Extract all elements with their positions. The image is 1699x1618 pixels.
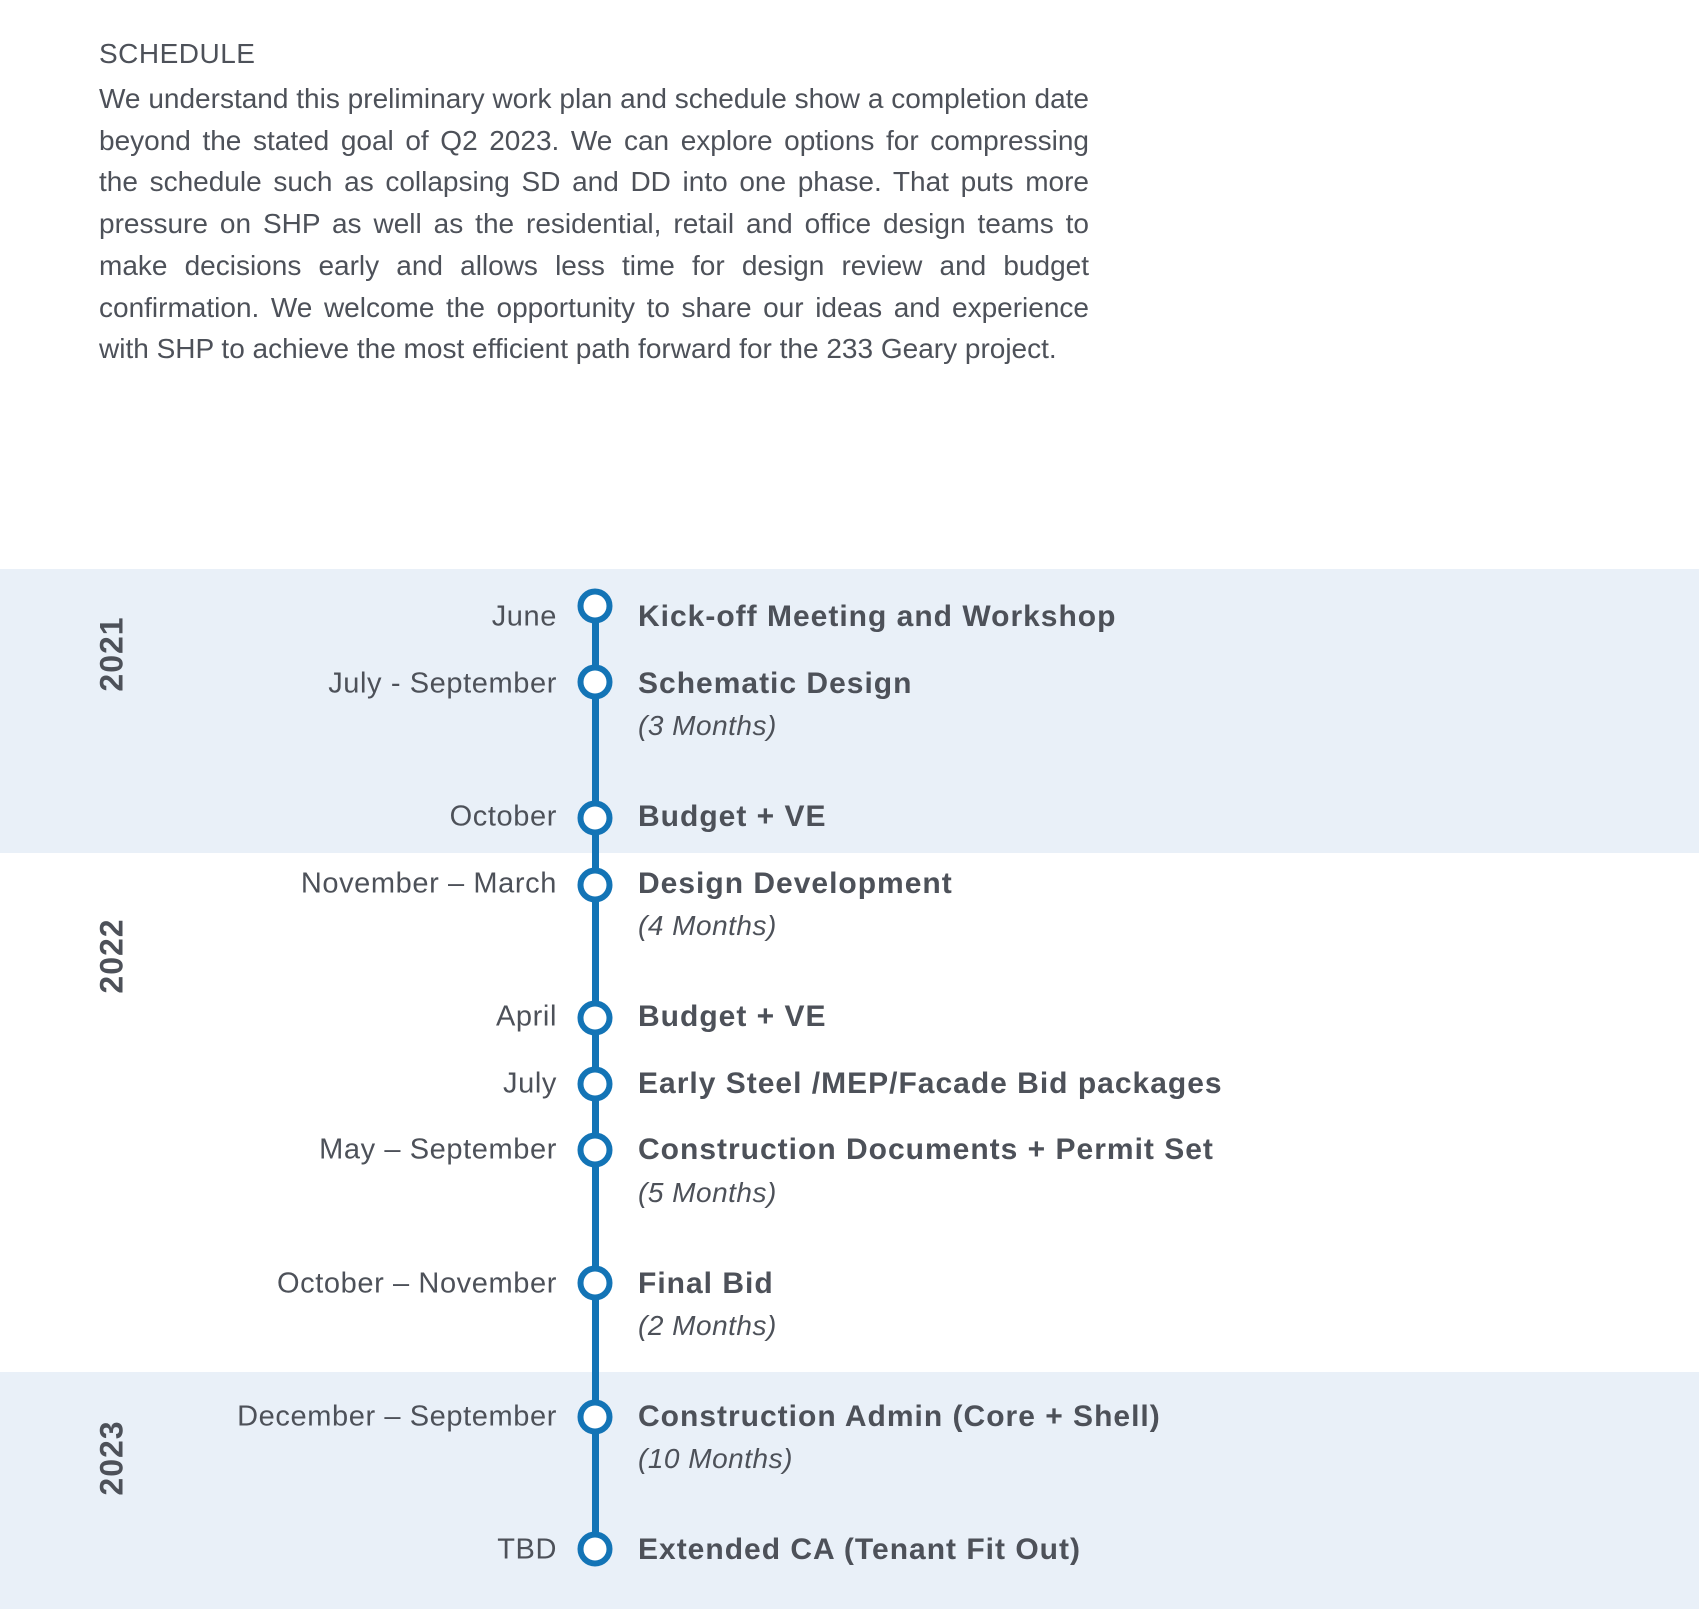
milestone-date: April <box>495 1000 557 1033</box>
milestone-marker <box>578 1133 613 1168</box>
milestone-date: November – March <box>300 867 557 900</box>
milestone-title: Schematic Design <box>638 667 913 700</box>
milestone-title: Budget + VE <box>638 1000 827 1033</box>
intro-paragraph: We understand this preliminary work plan and schedule show a completion date beyond the stated goal of Q2 2023. We can explore options for compressing the schedule such as collapsing SD and DD into one phase. That puts more pressure on SHP as well as the residential, retail and office design teams to make decisions early and allows less time for design review and budget confirmation. We welcome the opportunity to share our ideas and experience with SHP to achieve the most efficient path forward for the 233 Geary project. <box>99 83 1089 365</box>
milestone-marker <box>578 801 613 836</box>
milestone-date: July - September <box>328 667 557 700</box>
milestone-title: Construction Admin (Core + Shell) <box>638 1400 1161 1433</box>
milestone-title: Extended CA (Tenant Fit Out) <box>638 1533 1081 1566</box>
milestone-date: October – November <box>277 1267 557 1300</box>
milestone-marker <box>578 1067 613 1102</box>
milestone-title: Construction Documents + Permit Set <box>638 1133 1214 1166</box>
milestone-title: Budget + VE <box>638 800 827 833</box>
milestone-duration: (3 Months) <box>638 710 777 741</box>
milestone-marker <box>578 1532 613 1567</box>
milestone-marker <box>578 589 613 624</box>
section-heading: SCHEDULE <box>99 38 256 69</box>
milestone-marker <box>578 868 613 903</box>
milestone-duration: (5 Months) <box>638 1177 777 1208</box>
milestone-duration: (4 Months) <box>638 910 777 941</box>
milestone-date: TBD <box>497 1533 557 1566</box>
milestone-marker <box>578 665 613 700</box>
milestone-date: June <box>491 600 557 633</box>
year-label-2022: 2022 <box>93 918 130 994</box>
milestone-title: Kick-off Meeting and Workshop <box>638 600 1117 633</box>
milestone-title: Early Steel /MEP/Facade Bid packages <box>638 1067 1223 1100</box>
milestone-title: Design Development <box>638 867 953 900</box>
milestone-duration: (10 Months) <box>638 1443 793 1474</box>
milestone-marker <box>578 1001 613 1036</box>
milestone-marker <box>578 1400 613 1435</box>
milestone-date: July <box>503 1067 557 1100</box>
milestone-marker <box>578 1266 613 1301</box>
milestone-duration: (2 Months) <box>638 1310 777 1341</box>
year-label-2021: 2021 <box>93 616 130 692</box>
milestone-date: October <box>449 800 557 833</box>
milestone-date: December – September <box>237 1400 557 1433</box>
milestone-date: May – September <box>319 1133 557 1166</box>
milestone-title: Final Bid <box>638 1267 774 1300</box>
year-label-2023: 2023 <box>93 1420 130 1496</box>
